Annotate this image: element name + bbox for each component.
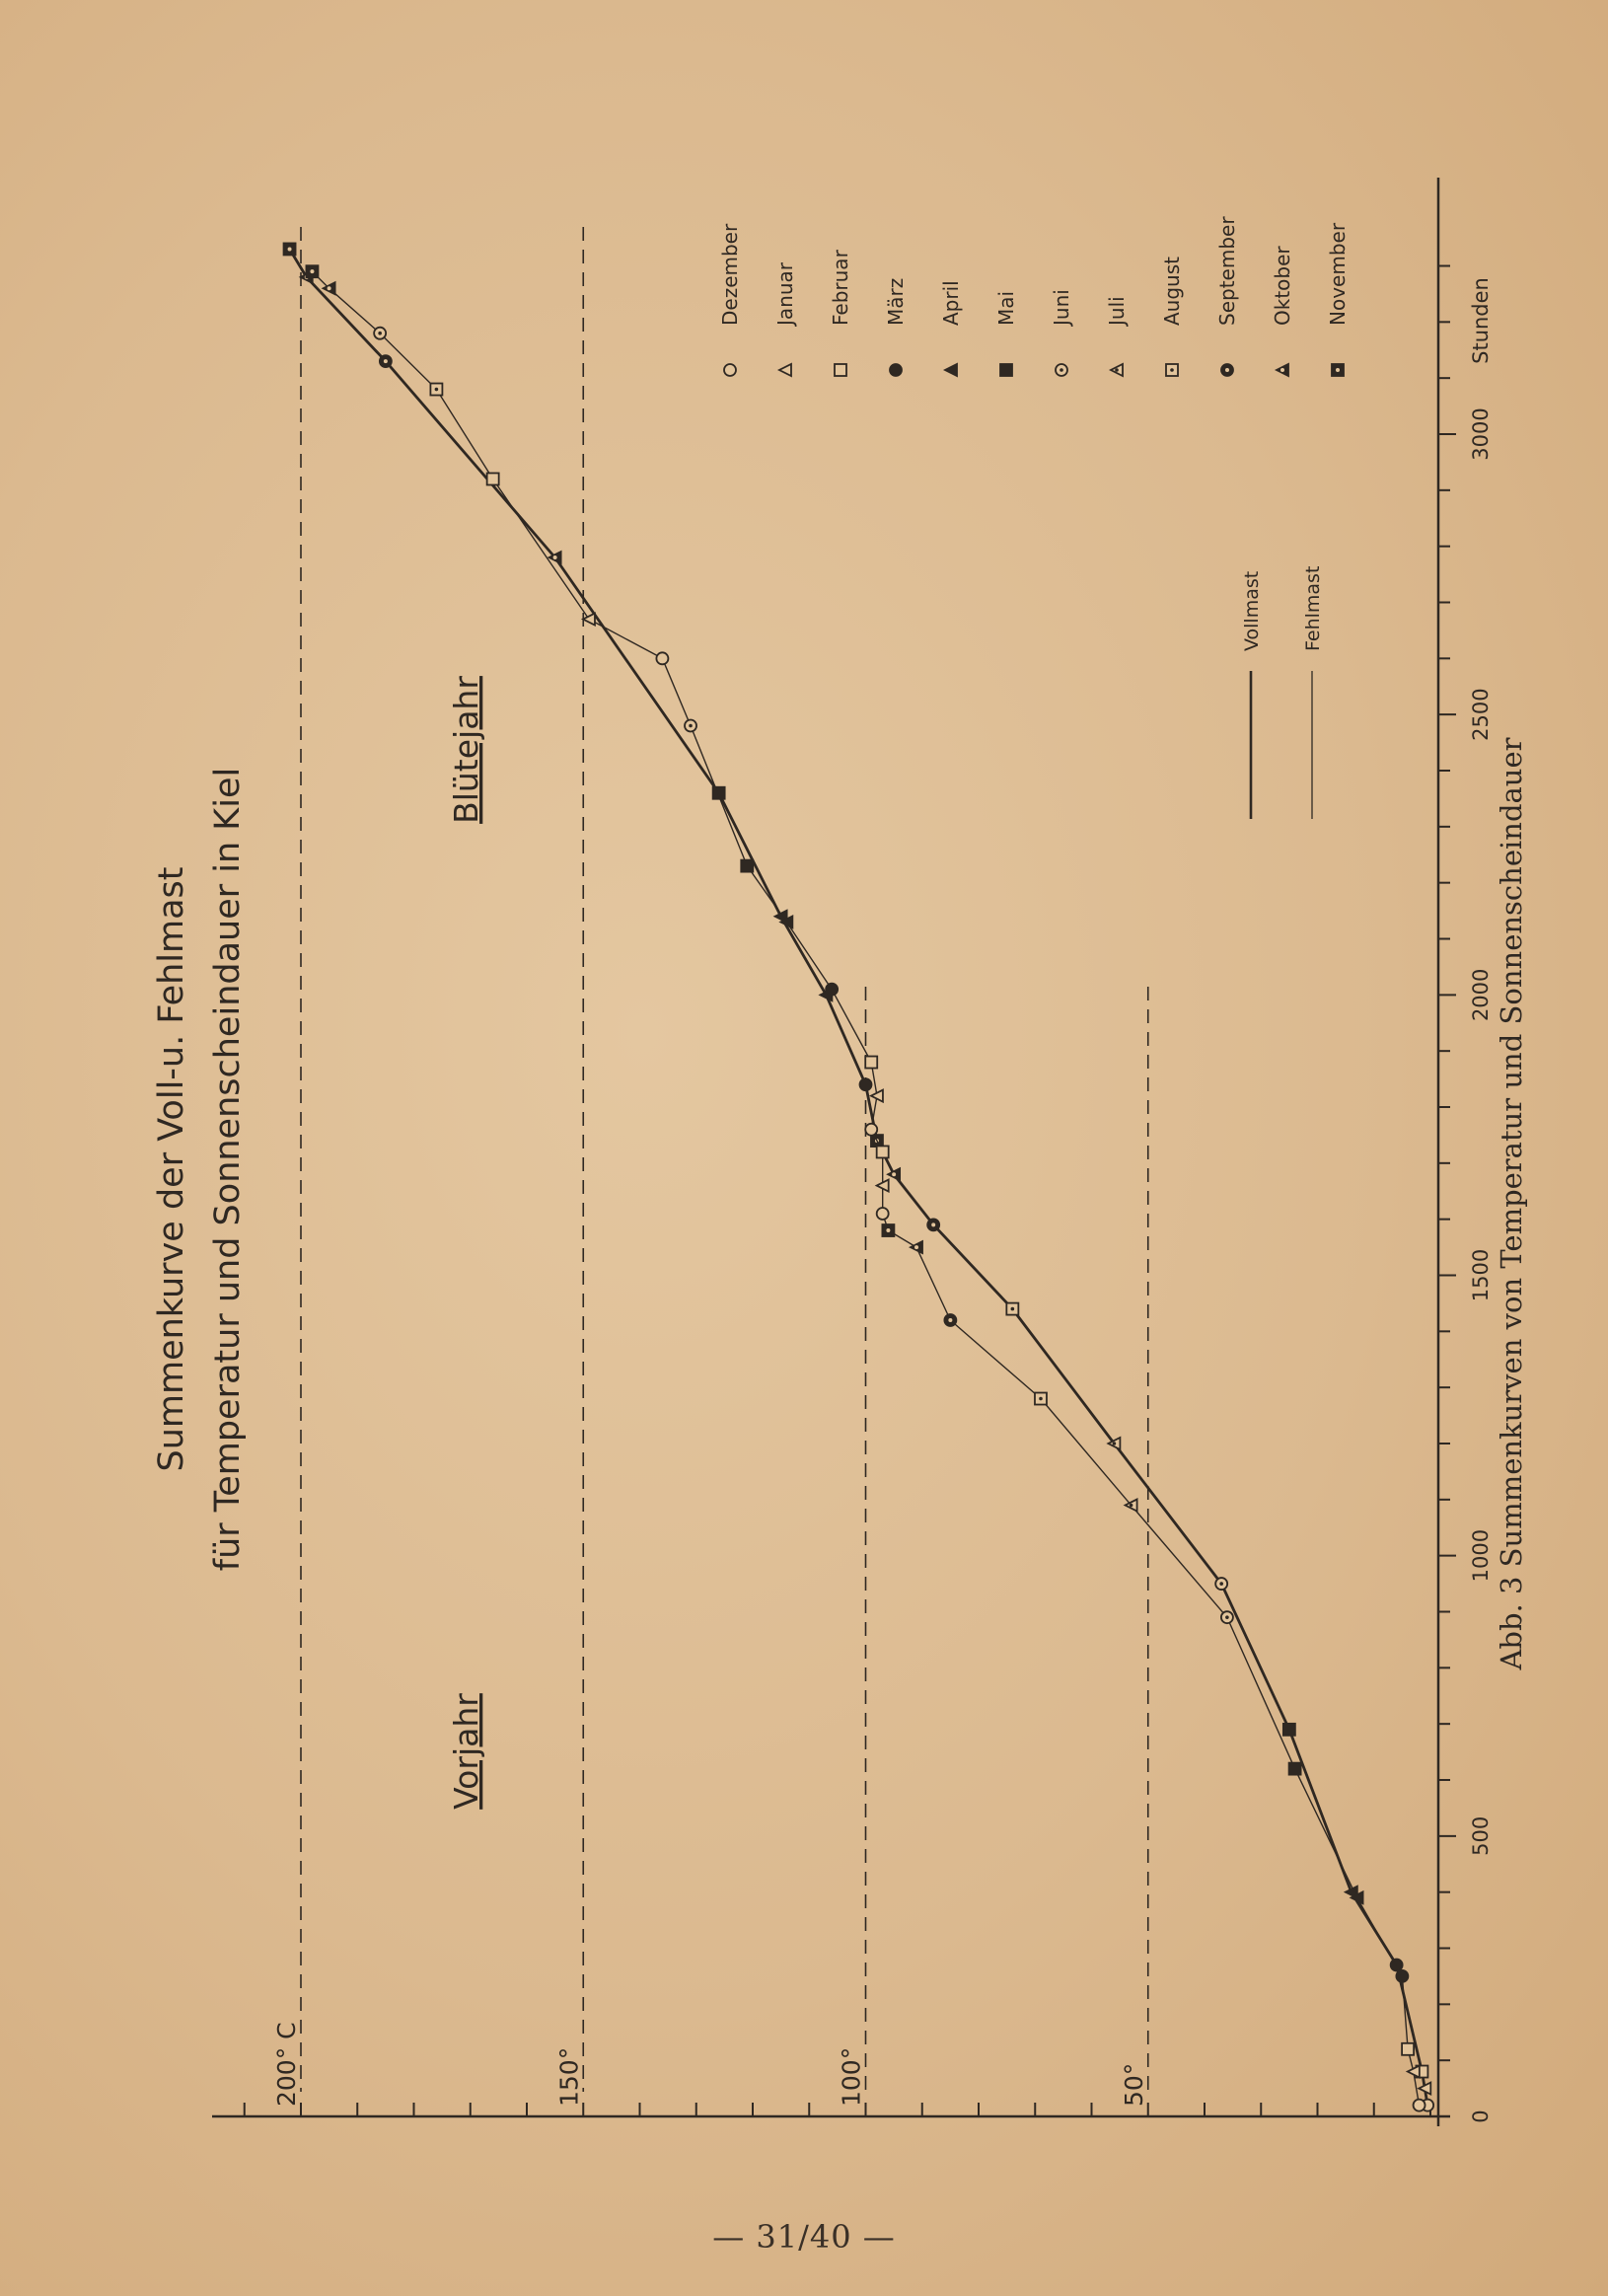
data-point xyxy=(877,1208,889,1220)
data-point xyxy=(430,384,442,396)
data-point xyxy=(865,1057,877,1069)
marker-shape xyxy=(865,1057,877,1069)
chart-title: Summenkurve der Voll-u. Fehlmast xyxy=(152,866,191,1472)
data-point xyxy=(877,1146,889,1157)
marker-dot xyxy=(914,1245,918,1249)
legend-label: Dezember xyxy=(718,223,742,326)
data-point xyxy=(1396,1970,1408,1982)
marker-shape xyxy=(890,364,902,376)
marker-shape xyxy=(1402,2043,1414,2055)
data-point xyxy=(284,243,296,255)
legend-label: Mai xyxy=(994,290,1018,326)
data-point xyxy=(1402,2043,1414,2055)
data-point xyxy=(911,1241,922,1253)
legend-label: Oktober xyxy=(1271,246,1294,326)
x-tick-label: 0 xyxy=(1469,2110,1493,2123)
marker-dot xyxy=(689,724,693,728)
data-point xyxy=(826,984,838,996)
legend-marker xyxy=(945,364,957,376)
data-point xyxy=(306,265,318,277)
chart-subtitle: für Temperatur und Sonnenscheindauer in Kiel xyxy=(208,767,248,1572)
data-point xyxy=(685,720,696,732)
data-point xyxy=(1289,1763,1301,1775)
data-point xyxy=(583,614,595,626)
marker-dot xyxy=(378,332,382,335)
annotations xyxy=(152,676,1528,1810)
marker-dot xyxy=(1225,1615,1229,1619)
marker-dot xyxy=(931,1222,935,1226)
marker-dot xyxy=(1170,368,1174,372)
marker-dot xyxy=(886,1228,890,1232)
x-tick-label: 1000 xyxy=(1469,1528,1493,1583)
legend-label: Juli xyxy=(1105,296,1129,326)
label-vorjahr: Vorjahr xyxy=(447,1693,485,1810)
marker-dot xyxy=(1060,368,1063,372)
marker-shape xyxy=(1000,364,1012,376)
data-point xyxy=(1006,1303,1018,1315)
marker-dot xyxy=(1039,1397,1043,1401)
data-point xyxy=(741,860,753,872)
x-tick-label: 2500 xyxy=(1469,688,1493,741)
marker-shape xyxy=(1396,1970,1408,1982)
data-point xyxy=(487,473,499,484)
data-point xyxy=(888,1168,900,1180)
marker-shape xyxy=(860,1078,872,1090)
x-tick-label: 1500 xyxy=(1469,1248,1493,1302)
marker-dot xyxy=(328,286,331,290)
marker-shape xyxy=(741,860,753,872)
legend-label: Februar xyxy=(829,250,852,326)
marker-shape xyxy=(945,364,957,376)
x-tick-label: 500 xyxy=(1469,1815,1493,1856)
legend-marker xyxy=(1111,364,1123,376)
data-point xyxy=(1215,1578,1227,1590)
plot-area xyxy=(212,178,1493,2126)
marker-dot xyxy=(1115,368,1119,372)
page-number: — 31/40 — xyxy=(712,2218,896,2256)
marker-shape xyxy=(1283,1724,1295,1736)
marker-dot xyxy=(1219,1582,1223,1586)
data-point xyxy=(944,1314,956,1326)
legend-label: Januar xyxy=(773,262,797,326)
marker-shape xyxy=(835,364,846,376)
marker-shape xyxy=(1289,1763,1301,1775)
marker-dot xyxy=(1336,368,1340,372)
y-tick-label: 50° xyxy=(1119,2062,1148,2107)
y-tick-label: 100° xyxy=(837,2046,866,2107)
marker-dot xyxy=(1280,368,1284,372)
data-point xyxy=(882,1224,894,1236)
marker-shape xyxy=(583,614,595,626)
figure-caption: Abb. 3 Summenkurven von Temperatur und Sonnenscheindauer xyxy=(1495,737,1528,1670)
marker-dot xyxy=(892,1172,896,1176)
data-point xyxy=(1221,1611,1233,1623)
data-point xyxy=(860,1078,872,1090)
legend-line-label: Fehlmast xyxy=(1302,565,1324,651)
legend-marker xyxy=(1277,364,1288,376)
label-bluetejahr: Blütejahr xyxy=(447,676,485,824)
legend-marker xyxy=(1166,364,1178,376)
y-tick-label: 200° C xyxy=(272,2022,301,2107)
legend-marker xyxy=(1000,364,1012,376)
marker-shape xyxy=(724,364,736,376)
legend-label: Juni xyxy=(1050,289,1073,326)
data-point xyxy=(865,1124,877,1136)
marker-shape xyxy=(1414,2100,1425,2111)
marker-dot xyxy=(1130,1504,1133,1508)
marker-dot xyxy=(1225,368,1229,372)
marker-shape xyxy=(487,473,499,484)
y-tick-label: 150° xyxy=(554,2046,584,2107)
marker-dot xyxy=(288,247,292,251)
legend-marker xyxy=(890,364,902,376)
marker-shape xyxy=(656,652,668,664)
marker-dot xyxy=(384,359,388,363)
marker-shape xyxy=(865,1124,877,1136)
series-line-vollmast xyxy=(290,249,1428,2105)
data-point xyxy=(1035,1393,1047,1405)
data-point xyxy=(1283,1724,1295,1736)
data-point xyxy=(656,652,668,664)
data-point xyxy=(1414,2100,1425,2111)
legend-label: November xyxy=(1326,222,1350,326)
legend-marker xyxy=(1221,364,1233,376)
legend-label: März xyxy=(884,277,908,326)
marker-shape xyxy=(779,364,791,376)
legend-marker xyxy=(1056,364,1067,376)
legend-label: September xyxy=(1215,216,1239,326)
data-point xyxy=(380,355,392,367)
legend-marker xyxy=(835,364,846,376)
marker-dot xyxy=(553,555,557,559)
marker-dot xyxy=(435,388,439,392)
marker-dot xyxy=(1113,1442,1117,1445)
marker-shape xyxy=(877,1146,889,1157)
marker-shape xyxy=(877,1208,889,1220)
marker-dot xyxy=(948,1318,952,1322)
legend-label: April xyxy=(939,280,963,326)
data-point xyxy=(374,328,386,339)
legend-line-label: Vollmast xyxy=(1241,570,1263,651)
x-tick-label: 2000 xyxy=(1469,968,1493,1022)
data-point xyxy=(927,1219,939,1230)
legend-marker xyxy=(779,364,791,376)
marker-dot xyxy=(1011,1307,1015,1311)
legend-label: August xyxy=(1160,257,1184,326)
legend-marker xyxy=(724,364,736,376)
x-unit-label: Stunden xyxy=(1469,277,1493,364)
x-tick-label: 3000 xyxy=(1469,407,1493,461)
legend-marker xyxy=(1332,364,1344,376)
marker-shape xyxy=(826,984,838,996)
marker-dot xyxy=(310,269,314,273)
